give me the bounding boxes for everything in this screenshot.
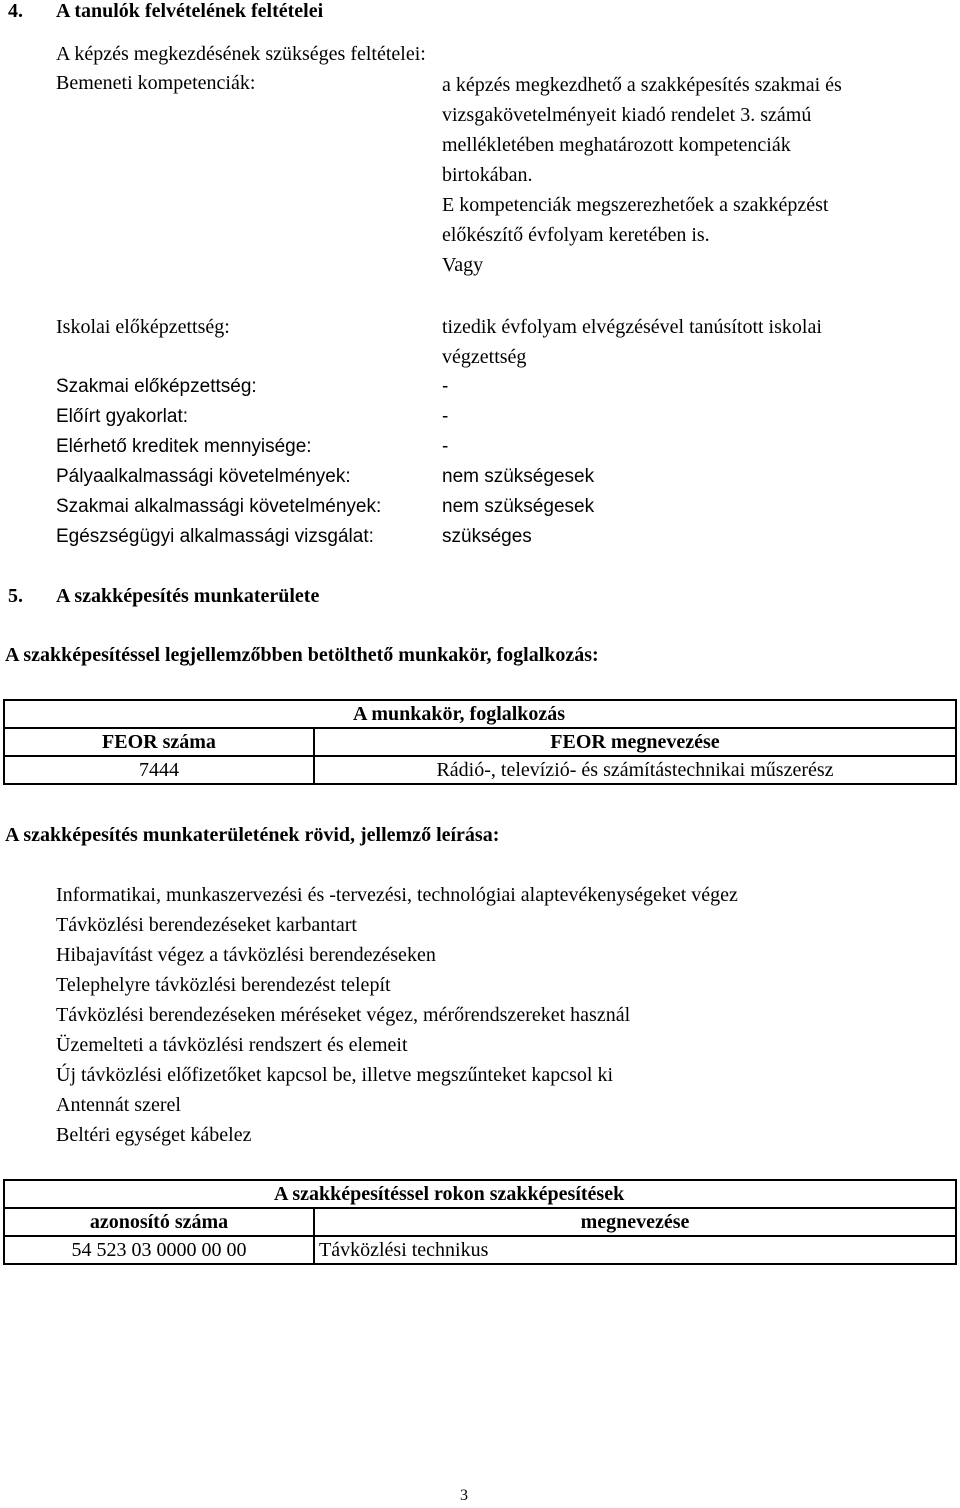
related-col-name: megnevezése (314, 1208, 956, 1236)
section-4-number: 4. (8, 0, 23, 22)
req-label-egeszsegugyi: Egészségügyi alkalmassági vizsgálat: (56, 526, 374, 547)
description-item: Hibajavítást végez a távközlési berendezéseken (56, 944, 436, 966)
feor-table-header: A munkakör, foglalkozás (314, 700, 956, 728)
req-label-eloirt-gyakorlat: Előírt gyakorlat: (56, 406, 188, 427)
req-label-kreditek: Elérhető kreditek mennyisége: (56, 436, 312, 457)
iskolai-line: végzettség (442, 346, 527, 368)
feor-col-name: FEOR megnevezése (314, 728, 956, 756)
section-5-subtitle: A szakképesítéssel legjellemzőbben betölthető munkakör, foglalkozás: (5, 644, 599, 666)
req-value: nem szükségesek (442, 496, 595, 517)
description-item: Telephelyre távközlési berendezést telepít (56, 974, 391, 996)
bemeneti-line: vizsgakövetelményeit kiadó rendelet 3. számú (442, 104, 812, 126)
bemeneti-line-vagy: Vagy (442, 254, 484, 276)
feor-table-header-blank (4, 700, 314, 728)
description-item: Informatikai, munkaszervezési és -tervezési, technológiai alaptevékenységeket végez (56, 884, 738, 906)
related-name-cell: Távközlési technikus (314, 1236, 956, 1264)
req-label-szakmai-elokepzettseg: Szakmai előképzettség: (56, 376, 257, 397)
iskolai-line: tizedik évfolyam elvégzésével tanúsított iskolai (442, 316, 822, 338)
feor-name-cell: Rádió-, televízió- és számítástechnikai műszerész (314, 756, 956, 784)
description-title: A szakképesítés munkaterületének rövid, jellemző leírása: (5, 824, 500, 846)
req-value: - (442, 406, 449, 427)
description-item: Beltéri egységet kábelez (56, 1124, 252, 1146)
page-number: 3 (460, 1487, 468, 1504)
section-5-title: A szakképesítés munkaterülete (56, 585, 320, 607)
related-qualifications-table (3, 1179, 957, 1265)
feor-number-cell: 7444 (4, 756, 314, 784)
bemeneti-line: a képzés megkezdhető a szakképesítés szakmai és (442, 74, 842, 96)
bemeneti-line: E kompetenciák megszerezhetőek a szakképzést (442, 194, 829, 216)
req-value: nem szükségesek (442, 466, 595, 487)
section-4-title: A tanulók felvételének feltételei (56, 0, 324, 22)
related-id-cell: 54 523 03 0000 00 00 (4, 1236, 314, 1264)
req-value: - (442, 436, 449, 457)
description-item: Antennát szerel (56, 1094, 181, 1116)
requirements-intro: A képzés megkezdésének szükséges feltételei: (56, 43, 426, 65)
iskolai-label: Iskolai előképzettség: (56, 316, 230, 338)
section-5-number: 5. (8, 585, 23, 607)
description-item: Üzemelteti a távközlési rendszert és elemeit (56, 1034, 408, 1056)
description-item: Távközlési berendezéseken méréseket végez, mérőrendszereket használ (56, 1004, 631, 1026)
bemeneti-line: birtokában. (442, 164, 533, 186)
req-label-palyaalkalmassagi: Pályaalkalmassági követelmények: (56, 466, 351, 487)
description-item: Távközlési berendezéseket karbantart (56, 914, 357, 936)
feor-table (3, 699, 957, 785)
bemeneti-line: előkészítő évfolyam keretében is. (442, 224, 710, 246)
req-value: szükséges (442, 526, 532, 547)
related-table-header-blank (4, 1180, 314, 1208)
feor-col-number: FEOR száma (4, 728, 314, 756)
related-table-header: A szakképesítéssel rokon szakképesítések (274, 1180, 916, 1208)
bemeneti-label: Bemeneti kompetenciák: (56, 72, 256, 94)
req-label-szakmai-alkalmassagi: Szakmai alkalmassági követelmények: (56, 496, 382, 517)
description-item: Új távközlési előfizetőket kapcsol be, illetve megszűnteket kapcsol ki (56, 1064, 614, 1086)
bemeneti-line: mellékletében meghatározott kompetenciák (442, 134, 791, 156)
req-value: - (442, 376, 449, 397)
related-col-id: azonosító száma (4, 1208, 314, 1236)
